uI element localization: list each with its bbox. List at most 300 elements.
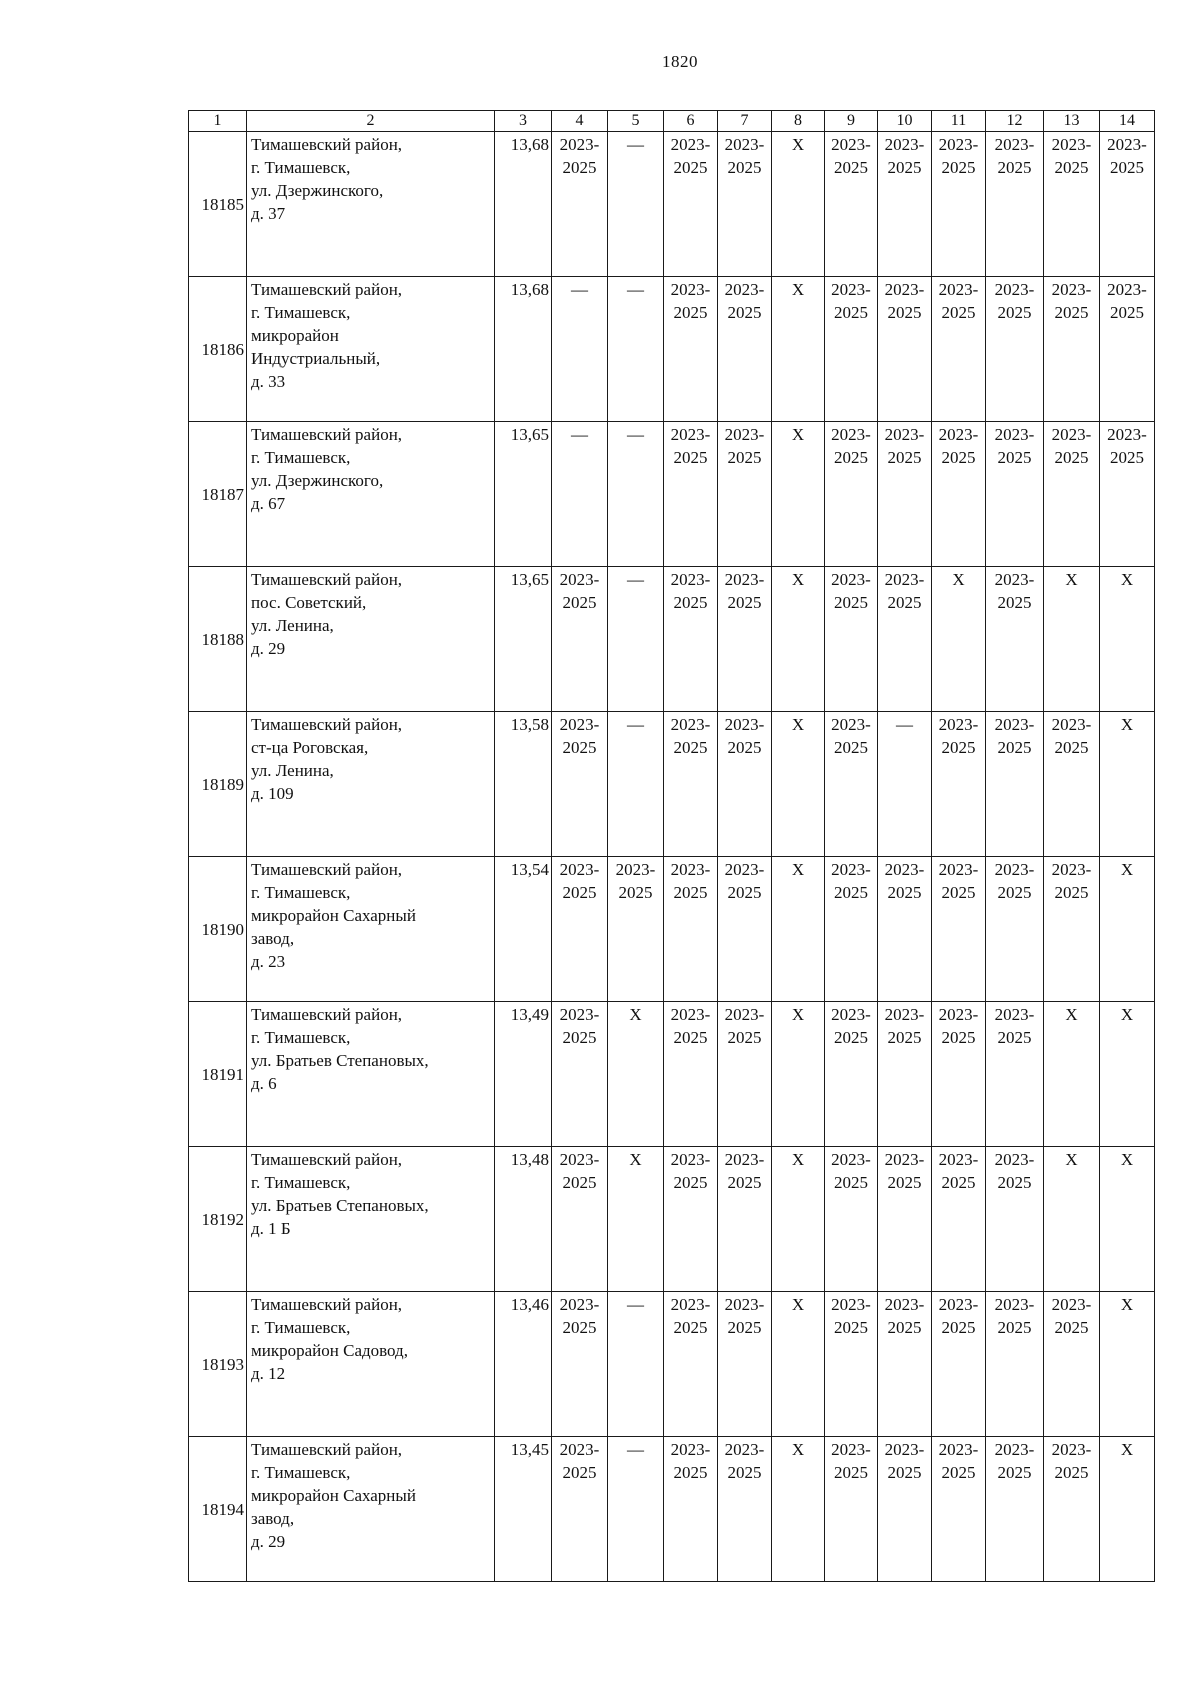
period-text: X	[1120, 1295, 1134, 1314]
period-text: 2023- 2025	[938, 860, 979, 902]
address-line: ул. Братьев Степановых,	[251, 1051, 429, 1070]
column-header: 3	[495, 111, 552, 132]
period-text: 2023- 2025	[1051, 280, 1092, 322]
period-text: 2023- 2025	[884, 425, 925, 467]
period-text: 2023- 2025	[1051, 715, 1092, 757]
period-cell	[1044, 1147, 1100, 1292]
period-cell	[772, 1437, 825, 1582]
period-cell	[1100, 422, 1155, 567]
period-text: 2023- 2025	[1051, 135, 1092, 177]
address-line: г. Тимашевск,	[251, 448, 351, 467]
period-cell	[608, 567, 664, 712]
period-text: 2023- 2025	[559, 1005, 600, 1047]
period-cell	[878, 277, 932, 422]
period-text: 2023- 2025	[559, 1295, 600, 1337]
period-cell	[825, 422, 878, 567]
table-row	[189, 1292, 1155, 1437]
period-cell	[664, 712, 718, 857]
period-cell	[1100, 712, 1155, 857]
period-cell	[878, 712, 932, 857]
table-row	[189, 1437, 1155, 1582]
period-text: 2023- 2025	[831, 280, 871, 322]
period-text: 2023- 2025	[938, 280, 979, 322]
table-body	[189, 132, 1155, 1582]
table-row	[189, 567, 1155, 712]
header-row	[189, 111, 1155, 132]
row-number: 18193	[189, 1292, 247, 1437]
address-line: Тимашевский район,	[251, 135, 403, 154]
row-number: 18185	[189, 132, 247, 277]
data-table	[188, 110, 1155, 1582]
period-cell	[932, 567, 986, 712]
table-row	[189, 1002, 1155, 1147]
period-cell	[1044, 857, 1100, 1002]
period-text: X	[1120, 1005, 1134, 1024]
period-cell	[1044, 567, 1100, 712]
period-text: 2023- 2025	[670, 280, 711, 322]
period-text: X	[791, 425, 805, 444]
address-line: г. Тимашевск,	[251, 303, 351, 322]
period-text: 2023- 2025	[670, 860, 711, 902]
period-cell	[1044, 132, 1100, 277]
period-cell	[608, 712, 664, 857]
period-text: —	[571, 425, 588, 444]
period-cell	[932, 1147, 986, 1292]
period-text: 2023- 2025	[994, 1440, 1035, 1482]
period-cell	[664, 1002, 718, 1147]
period-text: 2023- 2025	[724, 1440, 765, 1482]
column-header: 4	[552, 111, 608, 132]
period-text: 2023- 2025	[831, 715, 871, 757]
period-text: X	[1120, 1440, 1134, 1459]
period-cell	[986, 712, 1044, 857]
address-cell	[247, 422, 495, 567]
period-cell	[825, 1292, 878, 1437]
period-cell	[1100, 567, 1155, 712]
period-cell	[772, 1002, 825, 1147]
period-text: 2023- 2025	[884, 860, 925, 902]
period-text: 2023- 2025	[670, 135, 711, 177]
address-line: завод,	[251, 1509, 295, 1528]
address-line: д. 1 Б	[251, 1219, 291, 1238]
period-cell	[1100, 277, 1155, 422]
period-cell	[608, 132, 664, 277]
period-cell	[664, 1292, 718, 1437]
address-line: ул. Братьев Степановых,	[251, 1196, 429, 1215]
column-header: 12	[986, 111, 1044, 132]
address-line: ул. Дзержинского,	[251, 181, 384, 200]
value-cell: 13,46	[495, 1292, 552, 1437]
period-text: 2023- 2025	[831, 135, 871, 177]
address-line: д. 29	[251, 639, 286, 658]
period-text: X	[1120, 860, 1134, 879]
period-text: 2023- 2025	[724, 135, 765, 177]
period-cell	[932, 1292, 986, 1437]
row-number: 18192	[189, 1147, 247, 1292]
address-line: микрорайон Сахарный	[251, 906, 416, 925]
period-text: 2023- 2025	[670, 1295, 711, 1337]
address-line: Тимашевский район,	[251, 425, 403, 444]
column-header: 5	[608, 111, 664, 132]
column-header: 1	[189, 111, 247, 132]
table-row	[189, 857, 1155, 1002]
period-text: 2023- 2025	[1051, 1440, 1092, 1482]
row-number: 18189	[189, 712, 247, 857]
period-cell	[1044, 1437, 1100, 1582]
period-cell	[718, 1292, 772, 1437]
value-cell: 13,68	[495, 277, 552, 422]
row-number: 18194	[189, 1437, 247, 1582]
column-header: 8	[772, 111, 825, 132]
row-number: 18191	[189, 1002, 247, 1147]
value-cell: 13,65	[495, 422, 552, 567]
period-cell	[878, 1147, 932, 1292]
period-text: 2023- 2025	[1107, 280, 1147, 322]
address-line: микрорайон	[251, 326, 339, 345]
period-text: X	[629, 1005, 642, 1024]
period-text: 2023- 2025	[615, 860, 656, 902]
value-cell: 13,58	[495, 712, 552, 857]
period-cell	[608, 1147, 664, 1292]
column-header: 6	[664, 111, 718, 132]
period-text: 2023- 2025	[724, 715, 765, 757]
period-cell	[608, 277, 664, 422]
period-cell	[718, 1147, 772, 1292]
period-cell	[772, 857, 825, 1002]
period-cell	[718, 422, 772, 567]
period-text: 2023- 2025	[994, 570, 1035, 612]
address-line: Тимашевский район,	[251, 570, 403, 589]
period-text: X	[1065, 1150, 1078, 1169]
period-text: 2023- 2025	[938, 425, 979, 467]
table-row	[189, 712, 1155, 857]
period-cell	[772, 422, 825, 567]
address-line: Тимашевский район,	[251, 280, 403, 299]
address-cell	[247, 1147, 495, 1292]
address-line: Тимашевский район,	[251, 860, 403, 879]
period-cell	[878, 422, 932, 567]
period-cell	[552, 1002, 608, 1147]
period-cell	[664, 422, 718, 567]
address-line: д. 23	[251, 952, 286, 971]
table-row	[189, 1147, 1155, 1292]
period-text: 2023- 2025	[670, 425, 711, 467]
period-text: 2023- 2025	[884, 1440, 925, 1482]
period-text: 2023- 2025	[559, 1440, 600, 1482]
period-text: 2023- 2025	[559, 1150, 600, 1192]
period-cell	[718, 1437, 772, 1582]
period-text: 2023- 2025	[1051, 1295, 1092, 1337]
period-text: —	[896, 715, 913, 734]
period-text: 2023- 2025	[559, 135, 600, 177]
period-text: 2023- 2025	[670, 715, 711, 757]
address-cell	[247, 1437, 495, 1582]
value-cell: 13,68	[495, 132, 552, 277]
period-cell	[664, 1437, 718, 1582]
period-cell	[878, 132, 932, 277]
period-text: —	[571, 280, 588, 299]
period-cell	[552, 567, 608, 712]
period-text: 2023- 2025	[724, 1150, 765, 1192]
period-cell	[772, 712, 825, 857]
period-cell	[1044, 1292, 1100, 1437]
address-line: микрорайон Сахарный	[251, 1486, 416, 1505]
period-text: 2023- 2025	[994, 715, 1035, 757]
table-row	[189, 132, 1155, 277]
address-line: Тимашевский район,	[251, 1295, 403, 1314]
period-cell	[608, 857, 664, 1002]
row-number: 18186	[189, 277, 247, 422]
period-text: 2023- 2025	[1051, 860, 1092, 902]
address-cell	[247, 132, 495, 277]
period-text: 2023- 2025	[559, 715, 600, 757]
period-cell	[986, 567, 1044, 712]
period-text: 2023- 2025	[884, 1150, 925, 1192]
address-line: микрорайон Садовод,	[251, 1341, 408, 1360]
period-text: 2023- 2025	[724, 860, 765, 902]
value-cell: 13,48	[495, 1147, 552, 1292]
address-line: Тимашевский район,	[251, 1150, 403, 1169]
period-cell	[878, 1002, 932, 1147]
address-line: ул. Ленина,	[251, 761, 334, 780]
period-cell	[552, 857, 608, 1002]
period-text: 2023- 2025	[724, 1295, 765, 1337]
period-cell	[664, 567, 718, 712]
period-cell	[608, 1002, 664, 1147]
period-cell	[552, 1437, 608, 1582]
period-text: 2023- 2025	[831, 425, 871, 467]
period-text: 2023- 2025	[724, 425, 765, 467]
period-text: 2023- 2025	[994, 860, 1035, 902]
period-text: 2023- 2025	[1107, 425, 1147, 467]
period-cell	[1100, 857, 1155, 1002]
period-cell	[718, 712, 772, 857]
period-text: 2023- 2025	[994, 135, 1035, 177]
period-text: 2023- 2025	[831, 1150, 871, 1192]
period-cell	[608, 1437, 664, 1582]
period-cell	[1044, 277, 1100, 422]
address-line: ст-ца Роговская,	[251, 738, 369, 757]
period-text: X	[1120, 570, 1134, 589]
value-cell: 13,49	[495, 1002, 552, 1147]
period-text: 2023- 2025	[938, 1005, 979, 1047]
period-cell	[878, 857, 932, 1002]
period-cell	[986, 1147, 1044, 1292]
period-cell	[825, 1002, 878, 1147]
period-cell	[1100, 1147, 1155, 1292]
table-row	[189, 422, 1155, 567]
address-line: г. Тимашевск,	[251, 1463, 351, 1482]
period-cell	[932, 1437, 986, 1582]
period-text: X	[791, 1005, 805, 1024]
period-cell	[718, 277, 772, 422]
address-line: г. Тимашевск,	[251, 1028, 351, 1047]
period-text: X	[1065, 570, 1078, 589]
period-cell	[932, 712, 986, 857]
address-line: д. 67	[251, 494, 286, 513]
address-line: д. 33	[251, 372, 286, 391]
address-line: д. 37	[251, 204, 286, 223]
period-cell	[1044, 712, 1100, 857]
period-text: 2023- 2025	[938, 1440, 979, 1482]
period-cell	[825, 1437, 878, 1582]
period-cell	[1100, 1292, 1155, 1437]
period-text: 2023- 2025	[884, 570, 925, 612]
period-cell	[878, 1437, 932, 1582]
period-text: —	[627, 425, 644, 444]
period-cell	[825, 132, 878, 277]
address-line: Тимашевский район,	[251, 715, 403, 734]
period-cell	[772, 1147, 825, 1292]
period-cell	[825, 1147, 878, 1292]
period-cell	[825, 857, 878, 1002]
period-text: X	[791, 280, 805, 299]
period-text: 2023- 2025	[994, 1295, 1035, 1337]
period-cell	[1044, 422, 1100, 567]
period-text: 2023- 2025	[938, 135, 979, 177]
column-header: 11	[932, 111, 986, 132]
column-header: 7	[718, 111, 772, 132]
period-text: 2023- 2025	[1051, 425, 1092, 467]
period-cell	[932, 857, 986, 1002]
period-cell	[772, 567, 825, 712]
period-cell	[986, 1002, 1044, 1147]
period-text: —	[627, 1440, 644, 1459]
period-text: 2023- 2025	[670, 1150, 711, 1192]
period-cell	[608, 1292, 664, 1437]
period-text: 2023- 2025	[994, 280, 1035, 322]
period-text: 2023- 2025	[670, 1440, 711, 1482]
address-cell	[247, 1292, 495, 1437]
period-text: X	[1120, 1150, 1134, 1169]
period-text: 2023- 2025	[559, 860, 600, 902]
table-header	[189, 111, 1155, 132]
column-header: 2	[247, 111, 495, 132]
period-text: 2023- 2025	[994, 425, 1035, 467]
address-cell	[247, 712, 495, 857]
period-cell	[664, 1147, 718, 1292]
period-text: 2023- 2025	[938, 1295, 979, 1337]
address-line: д. 12	[251, 1364, 286, 1383]
period-cell	[1100, 1002, 1155, 1147]
period-text: 2023- 2025	[724, 570, 765, 612]
period-text: X	[791, 715, 805, 734]
column-header: 14	[1100, 111, 1155, 132]
period-cell	[718, 132, 772, 277]
period-cell	[772, 277, 825, 422]
period-cell	[664, 132, 718, 277]
period-text: —	[627, 715, 644, 734]
address-line: г. Тимашевск,	[251, 883, 351, 902]
period-cell	[878, 1292, 932, 1437]
period-text: X	[791, 570, 805, 589]
column-header: 13	[1044, 111, 1100, 132]
period-cell	[986, 422, 1044, 567]
period-text: X	[1065, 1005, 1078, 1024]
period-text: 2023- 2025	[994, 1005, 1035, 1047]
address-line: д. 109	[251, 784, 294, 803]
period-text: X	[791, 1440, 805, 1459]
period-text: —	[627, 570, 644, 589]
period-text: 2023- 2025	[670, 570, 711, 612]
period-text: —	[627, 1295, 644, 1314]
period-text: 2023- 2025	[724, 280, 765, 322]
period-cell	[552, 1147, 608, 1292]
page-number: 1820	[662, 52, 698, 71]
column-header: 9	[825, 111, 878, 132]
address-line: завод,	[251, 929, 295, 948]
period-text: 2023- 2025	[938, 715, 979, 757]
row-number: 18187	[189, 422, 247, 567]
period-cell	[664, 277, 718, 422]
period-text: 2023- 2025	[831, 1440, 871, 1482]
period-text: 2023- 2025	[831, 1005, 871, 1047]
period-text: 2023- 2025	[724, 1005, 765, 1047]
address-line: г. Тимашевск,	[251, 1318, 351, 1337]
period-text: —	[627, 135, 644, 154]
period-text: X	[791, 860, 805, 879]
address-line: Тимашевский район,	[251, 1005, 403, 1024]
address-line: Тимашевский район,	[251, 1440, 403, 1459]
period-text: 2023- 2025	[1107, 135, 1147, 177]
address-line: ул. Ленина,	[251, 616, 334, 635]
period-text: 2023- 2025	[884, 1005, 925, 1047]
period-text: 2023- 2025	[831, 1295, 871, 1337]
period-cell	[825, 567, 878, 712]
address-line: пос. Советский,	[251, 593, 367, 612]
table-row	[189, 277, 1155, 422]
period-cell	[932, 1002, 986, 1147]
period-cell	[986, 1437, 1044, 1582]
period-text: X	[791, 135, 805, 154]
period-text: 2023- 2025	[831, 860, 871, 902]
period-cell	[772, 132, 825, 277]
period-text: X	[1120, 715, 1134, 734]
period-cell	[986, 857, 1044, 1002]
period-cell	[1100, 1437, 1155, 1582]
period-cell	[986, 1292, 1044, 1437]
period-cell	[825, 712, 878, 857]
period-text: 2023- 2025	[884, 1295, 925, 1337]
value-cell: 13,65	[495, 567, 552, 712]
period-cell	[552, 712, 608, 857]
period-cell	[1100, 132, 1155, 277]
address-line: д. 6	[251, 1074, 277, 1093]
period-cell	[718, 1002, 772, 1147]
period-text: —	[627, 280, 644, 299]
period-cell	[552, 1292, 608, 1437]
period-text: 2023- 2025	[994, 1150, 1035, 1192]
period-text: 2023- 2025	[559, 570, 600, 612]
address-cell	[247, 1002, 495, 1147]
period-cell	[608, 422, 664, 567]
address-line: г. Тимашевск,	[251, 1173, 351, 1192]
row-number: 18190	[189, 857, 247, 1002]
period-cell	[772, 1292, 825, 1437]
period-text: X	[791, 1295, 805, 1314]
address-cell	[247, 277, 495, 422]
period-cell	[1044, 1002, 1100, 1147]
period-cell	[932, 132, 986, 277]
period-cell	[986, 277, 1044, 422]
period-cell	[718, 857, 772, 1002]
period-cell	[878, 567, 932, 712]
column-header: 10	[878, 111, 932, 132]
address-line: Индустриальный,	[251, 349, 381, 368]
period-text: 2023- 2025	[938, 1150, 979, 1192]
period-cell	[664, 857, 718, 1002]
period-cell	[825, 277, 878, 422]
